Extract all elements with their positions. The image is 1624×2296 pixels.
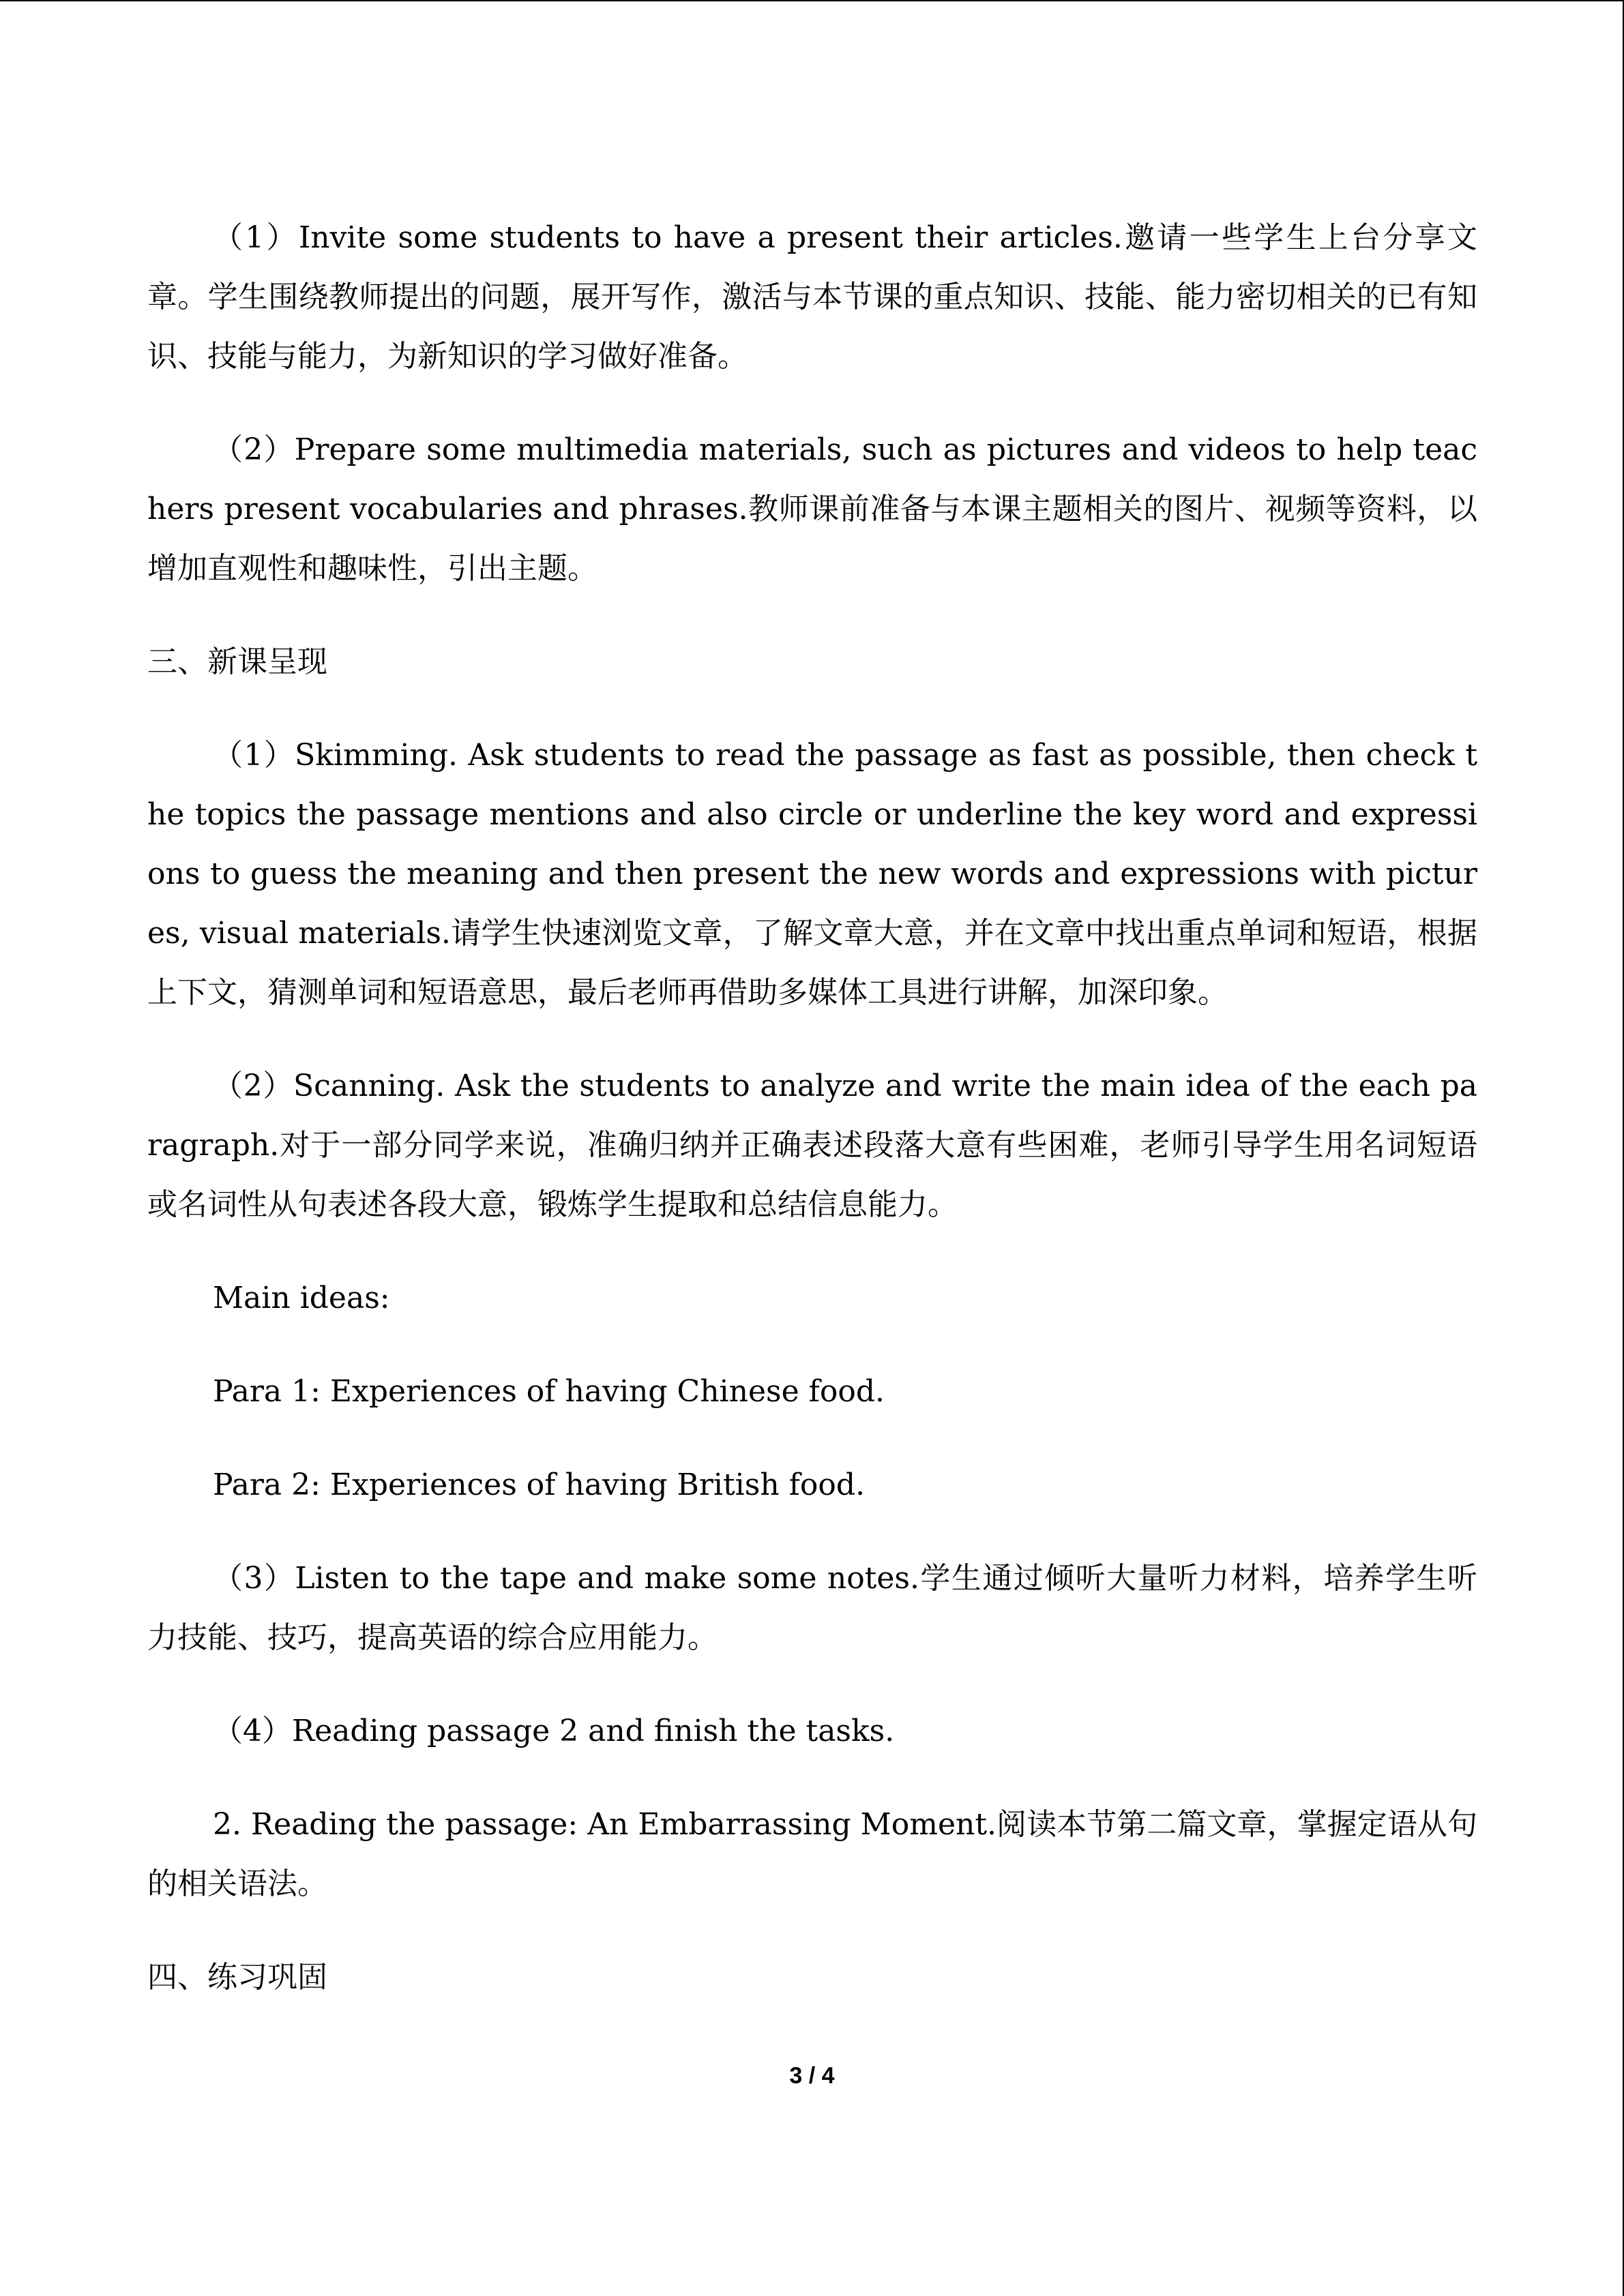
paragraph-prepare-materials: （2）Prepare some multimedia materials, such as pictures and videos to help teachers present vocabularies and phrases.教师课前准备与本课主题相关的图片、视频等资料，以增加直观性和趣味性，引出主题。	[147, 432, 1477, 586]
document-body	[147, 208, 1477, 2007]
paragraph-skimming: （1）Skimming. Ask students to read the passage as fast as possible, then check the topics the passage mentions and also circle or underline the key word and expressions to guess the meaning and then present the new words and expressions with pictures, visual materials.请学生快速浏览文章，了解文章大意，并在文章中找出重点单词和短语，根据上下文，猜测单词和短语意思，最后老师再借助多媒体工具进行讲解，加深印象。	[147, 738, 1477, 1010]
page-top-border	[0, 0, 1624, 1]
main-idea-para-1: Para 1: Experiences of having Chinese food.	[213, 1374, 885, 1409]
main-ideas-label: Main ideas:	[213, 1281, 390, 1315]
page-number: 3 / 4	[789, 2063, 835, 2089]
main-idea-para-2: Para 2: Experiences of having British food.	[213, 1467, 866, 1502]
paragraph-embarrassing-moment: 2. Reading the passage: An Embarrassing Moment.阅读本节第二篇文章，掌握定语从句的相关语法。	[147, 1807, 1477, 1901]
paragraph-reading-passage-2: （4）Reading passage 2 and finish the tasks.	[213, 1714, 895, 1748]
paragraph-listen-tape: （3）Listen to the tape and make some notes.学生通过倾听大量听力材料，培养学生听力技能、技巧，提高英语的综合应用能力。	[147, 1561, 1477, 1655]
paragraph-invite-students: （1）Invite some students to have a present their articles.邀请一些学生上台分享文章。学生围绕教师提出的问题，展开写作，激活与本节课的重点知识、技能、能力密切相关的已有知识、技能与能力，为新知识的学习做好准备。	[147, 220, 1477, 374]
section-heading-practice: 四、练习巩固	[147, 1960, 327, 1995]
section-heading-new-lesson: 三、新课呈现	[147, 644, 327, 679]
paragraph-scanning: （2）Scanning. Ask the students to analyze and write the main idea of the each paragraph.对于一部分同学来说，准确归纳并正确表述段落大意有些困难，老师引导学生用名词短语或名词性从句表述各段大意，锻炼学生提取和总结信息能力。	[147, 1069, 1477, 1222]
